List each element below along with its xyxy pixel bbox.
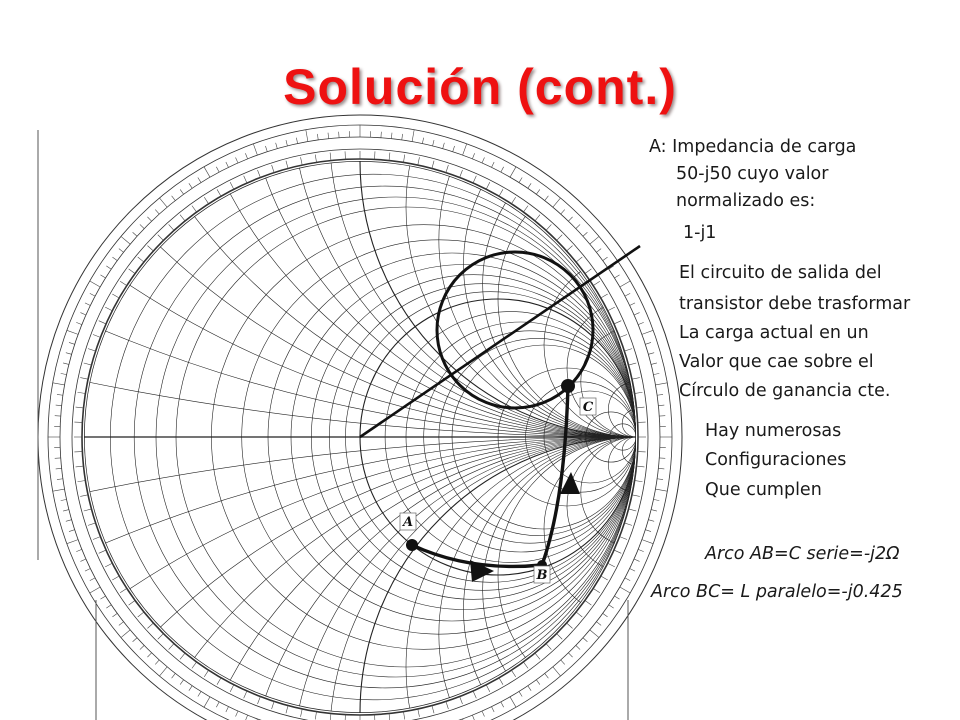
arc-ab-note (705, 541, 900, 568)
configs-note-line-2: Configuraciones (705, 450, 847, 470)
load-impedance-line-1: A: Impedancia de carga (649, 137, 857, 157)
configs-note-line-3: Que cumplen (705, 480, 822, 500)
load-impedance-line-2: 50-j50 cuyo valor (676, 164, 829, 184)
point-a-marker (406, 539, 418, 551)
circuit-note-line-1: El circuito de salida del (679, 263, 882, 283)
ohm-unit: Ω (886, 544, 900, 564)
arc-ab-text: Arco AB=C serie=-j2 (705, 544, 887, 564)
arc-bc (542, 386, 568, 565)
smith-chart-scale-rings (38, 115, 682, 720)
point-c-marker (561, 379, 575, 393)
circuit-note-line-4: Valor que cae sobre el (679, 352, 874, 372)
circuit-note-line-5: Círculo de ganancia cte. (679, 381, 891, 401)
point-b-label: B (536, 568, 548, 583)
point-a-label: A (402, 515, 414, 530)
point-c-label: C (582, 400, 594, 415)
circuit-note-line-3: La carga actual en un (679, 323, 869, 343)
normalized-value: 1-j1 (683, 223, 717, 243)
load-impedance-line-3: normalizado es: (676, 191, 816, 211)
slide-title: Solución (cont.) (283, 59, 677, 115)
configs-note-line-1: Hay numerosas (705, 421, 842, 441)
arc-bc-note: Arco BC= L paralelo=-j0.425 (651, 582, 903, 602)
circuit-note-line-2: transistor debe trasformar (679, 294, 911, 314)
